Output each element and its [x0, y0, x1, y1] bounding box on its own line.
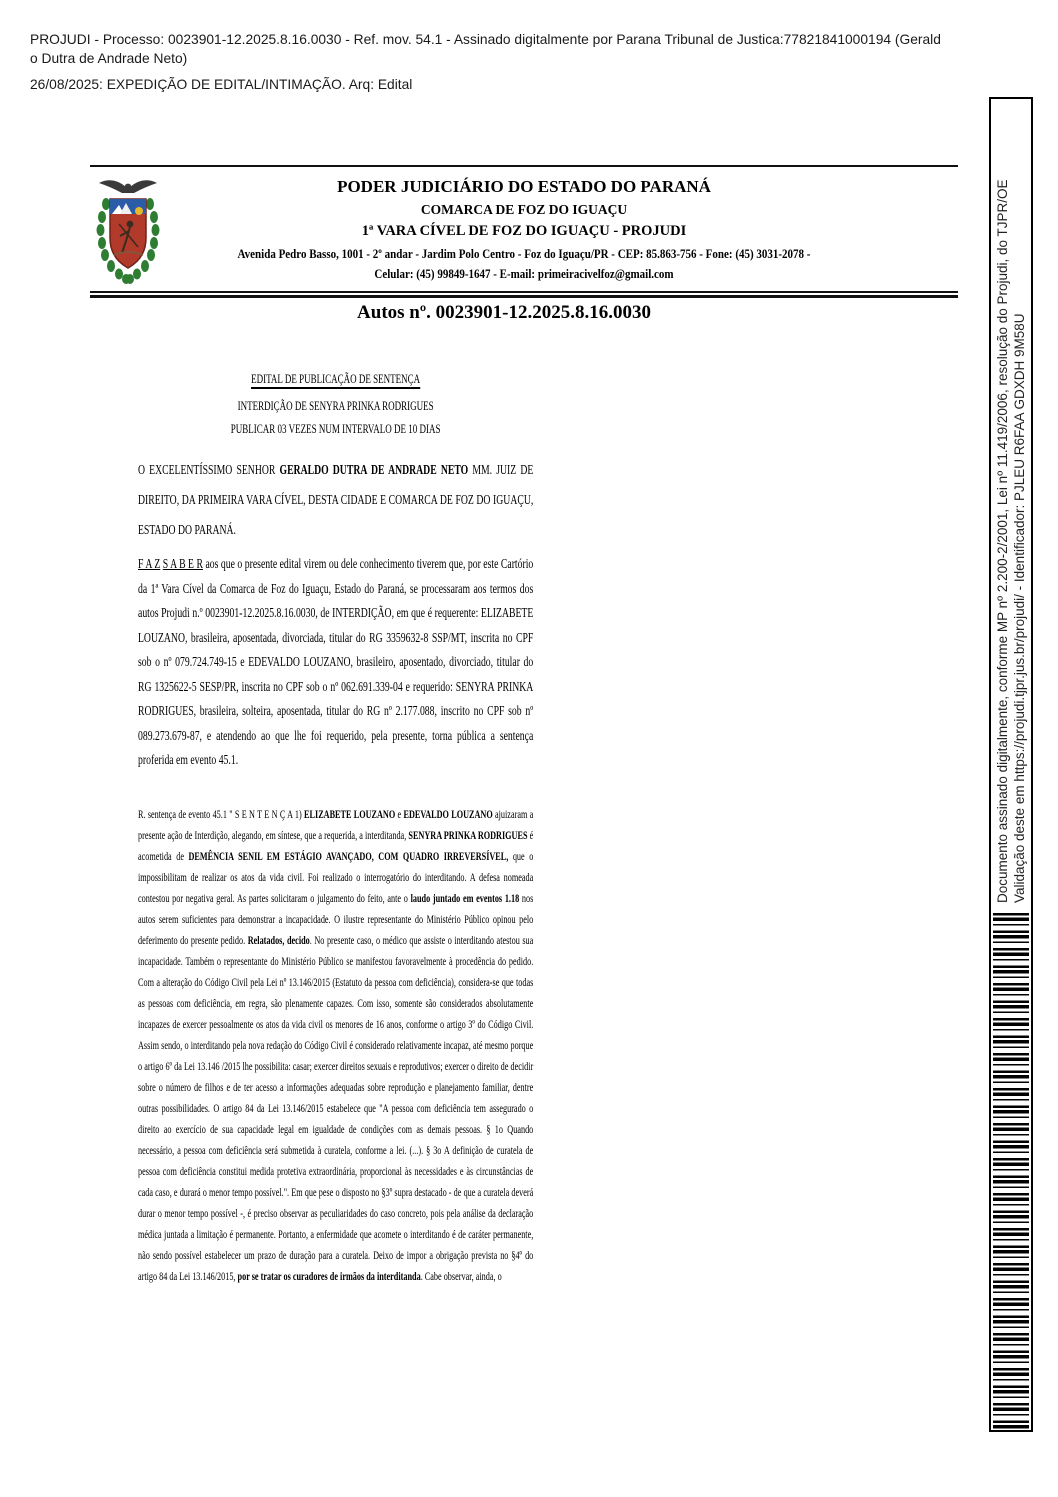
letterhead-address-line-1: Avenida Pedro Basso, 1001 - 2º andar - Jardim Polo Centro - Foz do Iguaçu/PR - CEP: 85.863-756 - Fone: (45) 3031-2078 -	[237, 247, 811, 261]
case-number-title: Autos nº. 0023901-12.2025.8.16.0030	[357, 302, 651, 323]
barcode	[993, 913, 1029, 1430]
process-reference-line-3: 26/08/2025: EXPEDIÇÃO DE EDITAL/INTIMAÇÃO. Arq: Edital	[30, 77, 413, 92]
digital-signature-line-1: Documento assinado digitalmente, conforme MP nº 2.200-2/2001, Lei nº 11.419/2006, resolução do Projudi, do TJPR/OE	[995, 179, 1010, 903]
paragraph-judge: O EXCELENTÍSSIMO SENHOR GERALDO DUTRA DE ANDRADE NETO MM. JUIZ DE DIREITO, DA PRIMEIRA VARA CÍVEL, DESTA CIDADE E COMARCA DE FOZ DO IGUAÇU, ESTADO DO PARANÁ.	[138, 462, 534, 537]
digital-signature-line-2: Validação deste em https://projudi.tjpr.jus.br/projudi/ - Identificador: PJLEU R6FAA GDXDH 9M58U	[1012, 313, 1027, 903]
letterhead-vara: 1ª VARA CÍVEL DE FOZ DO IGUAÇU - PROJUDI	[361, 223, 687, 239]
edital-title: EDITAL DE PUBLICAÇÃO DE SENTENÇA	[138, 368, 533, 392]
process-reference	[30, 30, 1030, 94]
digital-signature-text	[994, 103, 1028, 903]
letterhead-address-line-2: Celular: (45) 99849-1647 - E-mail: primeiracivelfoz@gmail.com	[374, 267, 674, 281]
letterhead-court-title: PODER JUDICIÁRIO DO ESTADO DO PARANÁ	[337, 177, 711, 196]
paragraph-faz-saber: F A Z S A B E R aos que o presente edital virem ou dele conhecimento tiverem que, por este Cartório da 1ª Vara Cível da Comarca de Foz do Iguaçu, Estado do Paraná, se processaram aos termos dos autos Projudi n.º 0023901-12.2025.8.16.0030, de INTERDIÇÃO, em que é requerente: ELIZABETE LOUZANO, brasileira, aposentada, divorciada, titular do RG 3359632-8 SSP/MT, inscrita no CPF sob o nº 079.724.749-15 e EDEVALDO LOUZANO, brasileiro, aposentado, divorciado, titular do RG 1325622-5 SESP/PR, inscrita no CPF sob o nº 062.691.339-04 e requerido: SENYRA PRINKA RODRIGUES, brasileira, solteira, aposentada, titular do RG nº 2.177.088, inscrito no CPF sob nº 089.273.679-87, e atendendo ao que lhe foi requerido, pela presente, torna pública a sentença proferida em evento 45.1.	[138, 556, 534, 767]
letterhead-divider-thick	[90, 295, 958, 299]
paragraph-sentenca: R. sentença de evento 45.1 " S E N T E N Ç A 1) ELIZABETE LOUZANO e EDEVALDO LOUZANO ajuizaram a presente ação de Interdição, alegando, em síntese, que a requerida, a interditanda, SENYRA PRINKA RODRIGUES é acometida de DEMÊNCIA SENIL EM ESTÁGIO AVANÇADO, COM QUADRO IRREVERSÍVEL, que o impossibilitam de realizar os atos da vida civil. Foi realizado o interrogatório do interditando. A defesa nomeada contestou por negativa geral. As partes solicitaram o julgamento do feito, ante o laudo juntado em eventos 1.18 nos autos serem suficientes para demonstrar a incapacidade. O ilustre representante do Ministério Público opinou pelo deferimento do presente pedido. Relatados, decido. No presente caso, o médico que assiste o interditando atestou sua incapacidade. Também o representante do Ministério Público se manifestou favoravelmente à procedência do pedido. Com a alteração do Código Civil pela Lei nº 13.146/2015 (Estatuto da pessoa com deficiência), considera-se que todas as pessoas com deficiência, em regra, são plenamente capazes. Com isso, somente são considerados absolutamente incapazes de exercer pessoalmente os atos da vida civil os menores de 16 anos, conforme o artigo 3º do Código Civil. Assim sendo, o interditando pela nova redação do Código Civil é considerado relativamente incapaz, até mesmo porque o artigo 6º da Lei 13.146 /2015 lhe possibilita: casar; exercer direitos sexuais e reprodutivos; exercer o direito de decidir sobre o número de filhos e de ter acesso a informações adequadas sobre reprodução e planejamento familiar, dentre outras possibilidades. O artigo 84 da Lei 13.146/2015 estabelece que "A pessoa com deficiência tem assegurado o direito ao exercício de sua capacidade legal em igualdade de condições com as demais pessoas. § 1o Quando necessário, a pessoa com deficiência será submetida à curatela, conforme a lei. (...). § 3o A definição de curatela de pessoa com deficiência constitui medida protetiva extraordinária, proporcional às necessidades e às circunstâncias de cada caso, e durará o menor tempo possível.". Em que pese o disposto no §3º supra destacado - de que a curatela deverá durar o menor tempo possível -, é preciso observar as peculiaridades do caso concreto, pois pela análise da declaração médica juntada a limitação é permanente. Portanto, a enfermidade que acomete o interditando é de caráter permanente, não sendo possível estabelecer um prazo de duração para a curatela. Deixo de impor a obrigação prevista no §4º do artigo 84 da Lei 13.146/2015, por se tratar os curadores de irmãos da interditanda. Cabe observar, ainda, o	[138, 809, 534, 1283]
letterhead-comarca: COMARCA DE FOZ DO IGUAÇU	[420, 202, 628, 217]
letterhead-divider-thin	[90, 291, 958, 293]
edital-heading-block	[138, 368, 533, 442]
court-letterhead	[90, 165, 958, 298]
edital-subject: INTERDIÇÃO DE SENYRA PRINKA RODRIGUES	[237, 398, 434, 413]
process-reference-line-1: PROJUDI - Processo: 0023901-12.2025.8.16.0030 - Ref. mov. 54.1 - Assinado digitalmente por Parana Tribunal de Justica:77821841000194 (Gerald	[30, 32, 941, 47]
edital-publication: PUBLICAR 03 VEZES NUM INTERVALO DE 10 DIAS	[230, 422, 441, 436]
process-reference-line-2: o Dutra de Andrade Neto)	[30, 51, 188, 66]
